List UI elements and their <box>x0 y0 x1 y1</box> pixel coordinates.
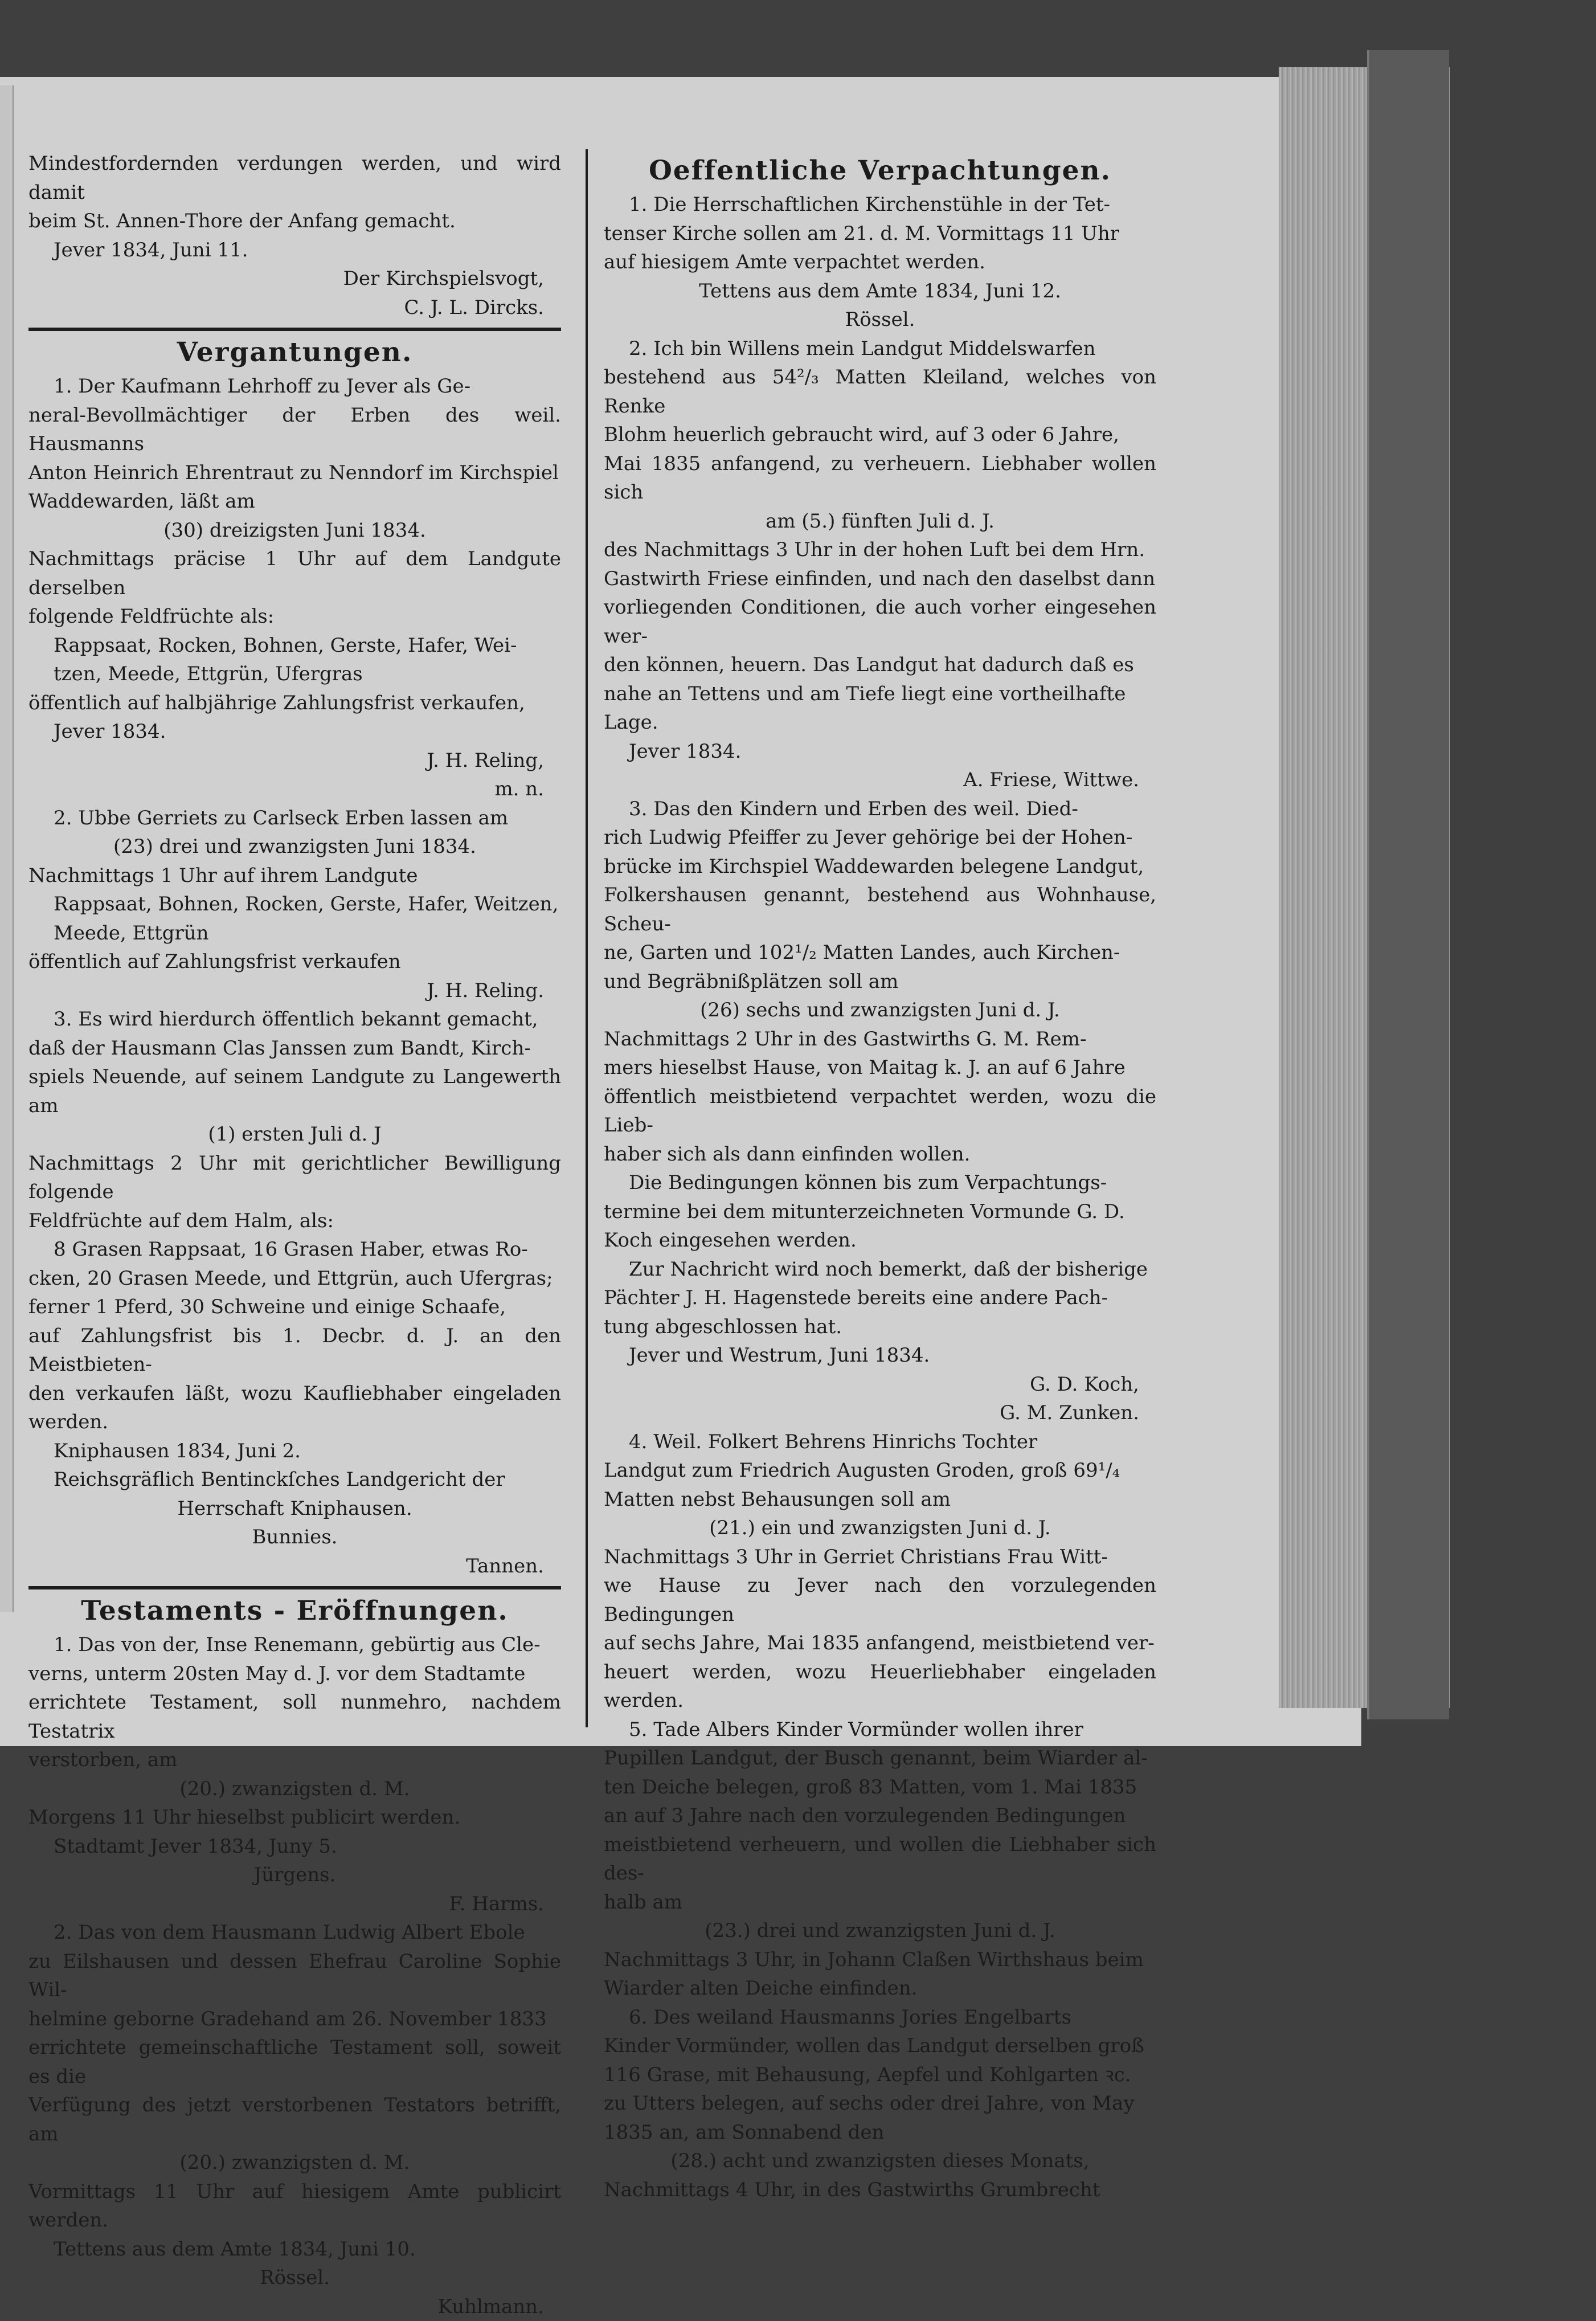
notice-line: Nachmittags 2 Uhr in des Gastwirths G. M. Rem- <box>604 1025 1156 1054</box>
notice-place: Jever 1834. <box>28 717 561 746</box>
notice-date: (23.) drei und zwanzigsten Juni d. J. <box>604 1917 1156 1946</box>
section-heading-vergantungen: Vergantungen. <box>28 334 561 371</box>
notice-line: bestehend aus 54²/₃ Matten Kleiland, welches von Renke <box>604 363 1156 420</box>
notice-line: 1835 an, am Sonnabend den <box>604 2118 1156 2147</box>
notice-line: Verfügung des jetzt verstorbenen Testators betrifft, am <box>28 2091 561 2148</box>
notice-line: den verkaufen läßt, wozu Kaufliebhaber eingeladen werden. <box>28 1379 561 1437</box>
notice-line: 6. Des weiland Hausmanns Jories Engelbarts <box>604 2003 1156 2032</box>
notice-line: Morgens 11 Uhr hieselbst publicirt werden. <box>28 1803 561 1832</box>
notice-line: Mai 1835 anfangend, zu verheuern. Liebhaber wollen sich <box>604 450 1156 507</box>
notice-line: Tettens aus dem Amte 1834, Juni 10. <box>28 2235 561 2264</box>
notice-line: des Nachmittags 3 Uhr in der hohen Luft bei dem Hrn. <box>604 536 1156 565</box>
notice-date: am (5.) fünften Juli d. J. <box>604 507 1156 536</box>
notice-signature: F. Harms. <box>28 1890 561 1919</box>
notice-date: (20.) zwanzigsten d. M. <box>28 1775 561 1804</box>
notice-line: meistbietend verheuern, und wollen die Liebhaber sich des- <box>604 1830 1156 1888</box>
notice-line: vorliegenden Conditionen, die auch vorher eingesehen wer- <box>604 593 1156 651</box>
notice-line: 2. Ich bin Willens mein Landgut Middelswarfen <box>604 334 1156 363</box>
notice-date: (20.) zwanzigsten d. M. <box>28 2148 561 2177</box>
notice-signature: Kuhlmann. <box>28 2293 561 2321</box>
notice-line: tzen, Meede, Ettgrün, Ufergras <box>28 660 561 689</box>
notice-line: Anton Heinrich Ehrentraut zu Nenndorf im Kirchspiel <box>28 459 561 488</box>
book-cover <box>1367 50 1449 1719</box>
column-separator <box>586 149 588 1727</box>
notice-signature: Tannen. <box>28 1552 561 1581</box>
notice-line: Feldfrüchte auf dem Halm, als: <box>28 1207 561 1236</box>
notice-line: 4. Weil. Folkert Behrens Hinrichs Tochter <box>604 1428 1156 1457</box>
notice-line: 2. Das von dem Hausmann Ludwig Albert Ebole <box>28 1918 561 1947</box>
notice-line: Nachmittags 4 Uhr, in des Gastwirths Grumbrecht <box>604 2176 1156 2205</box>
notice-signature: A. Friese, Wittwe. <box>604 766 1156 795</box>
notice-line: nahe an Tettens und am Tiefe liegt eine vortheilhafte <box>604 680 1156 709</box>
notice-line: auf hiesigem Amte verpachtet werden. <box>604 248 1156 277</box>
notice-place: Jever 1834. <box>604 737 1156 766</box>
notice-line: Matten nebst Behausungen soll am <box>604 1485 1156 1514</box>
notice-date: (30) dreizigsten Juni 1834. <box>28 516 561 545</box>
notice-line: Nachmittags 3 Uhr, in Johann Claßen Wirthshaus beim <box>604 1946 1156 1975</box>
notice-line: 8 Grasen Rappsaat, 16 Grasen Haber, etwas Ro- <box>28 1235 561 1264</box>
signature-title: Der Kirchspielsvogt, <box>28 264 561 293</box>
notice-line: folgende Feldfrüchte als: <box>28 602 561 631</box>
notice-line: verstorben, am <box>28 1746 561 1775</box>
notice-line: ne, Garten und 102¹/₂ Matten Landes, auch Kirchen- <box>604 938 1156 967</box>
notice-line: Nachmittags präcise 1 Uhr auf dem Landgute derselben <box>28 545 561 602</box>
notice-line: Nachmittags 2 Uhr mit gerichtlicher Bewilligung folgende <box>28 1149 561 1207</box>
notice-line: Nachmittags 1 Uhr auf ihrem Landgute <box>28 861 561 890</box>
section-heading-verpachtungen: Oeffentliche Verpachtungen. <box>604 153 1156 189</box>
left-column <box>28 149 561 2321</box>
notice-line: neral-Bevollmächtiger der Erben des weil. Hausmanns <box>28 401 561 459</box>
notice-line: tenser Kirche sollen am 21. d. M. Vormittags 11 Uhr <box>604 219 1156 248</box>
notice-line: Lage. <box>604 708 1156 737</box>
notice-line: Jever und Westrum, Juni 1834. <box>604 1341 1156 1370</box>
notice-line: an auf 3 Jahre nach den vorzulegenden Bedingungen <box>604 1801 1156 1830</box>
notice-signature: G. M. Zunken. <box>604 1399 1156 1428</box>
notice-line: ten Deiche belegen, groß 83 Matten, vom 1. Mai 1835 <box>604 1773 1156 1802</box>
notice-date: (26) sechs und zwanzigsten Juni d. J. <box>604 996 1156 1025</box>
notice-signature: Rössel. <box>28 2263 561 2293</box>
notice-line: Vormittags 11 Uhr auf hiesigem Amte publicirt werden. <box>28 2177 561 2235</box>
notice-line: auf Zahlungsfrist bis 1. Decbr. d. J. an den Meistbieten- <box>28 1322 561 1379</box>
notice-line: Pächter J. H. Hagenstede bereits eine andere Pach- <box>604 1284 1156 1313</box>
notice-line: termine bei dem mitunterzeichneten Vormunde G. D. <box>604 1198 1156 1227</box>
notice-line: 3. Es wird hierdurch öffentlich bekannt gemacht, <box>28 1005 561 1034</box>
notice-line: öffentlich auf Zahlungsfrist verkaufen <box>28 947 561 976</box>
notice-court: Herrschaft Kniphausen. <box>28 1494 561 1523</box>
notice-signature: G. D. Koch, <box>604 1370 1156 1399</box>
notice-line: zu Utters belegen, auf sechs oder drei Jahre, von May <box>604 2089 1156 2118</box>
notice-line: Zur Nachricht wird noch bemerkt, daß der bisherige <box>604 1255 1156 1284</box>
notice-line: öffentlich meistbietend verpachtet werden, wozu die Lieb- <box>604 1082 1156 1140</box>
right-column <box>604 149 1156 2204</box>
section-rule <box>28 1586 561 1589</box>
notice-line: cken, 20 Grasen Meede, und Ettgrün, auch Ufergras; <box>28 1264 561 1293</box>
notice-line: Waddewarden, läßt am <box>28 487 561 516</box>
notice-place: Kniphausen 1834, Juni 2. <box>28 1437 561 1466</box>
notice-date: (28.) acht und zwanzigsten dieses Monats, <box>604 2147 1156 2176</box>
notice-line: helmine geborne Gradehand am 26. November 1833 <box>28 2005 561 2034</box>
notice-line: Nachmittags 3 Uhr in Gerriet Christians Frau Witt- <box>604 1543 1156 1572</box>
previous-page-edge <box>0 85 14 1612</box>
notice-line: daß der Hausmann Clas Janssen zum Bandt, Kirch- <box>28 1034 561 1063</box>
notice-line: errichtete gemeinschaftliche Testament soll, soweit es die <box>28 2033 561 2091</box>
notice-line: Pupillen Landgut, der Busch genannt, beim Wiarder al- <box>604 1744 1156 1773</box>
notice-line: 1. Die Herrschaftlichen Kirchenstühle in der Tet- <box>604 190 1156 219</box>
notice-line: den können, heuern. Das Landgut hat dadurch daß es <box>604 651 1156 680</box>
notice-line: rich Ludwig Pfeiffer zu Jever gehörige bei der Hohen- <box>604 823 1156 852</box>
notice-line: mers hieselbst Hause, von Maitag k. J. an auf 6 Jahre <box>604 1053 1156 1082</box>
notice-line: zu Eilshausen und dessen Ehefrau Caroline Sophie Wil- <box>28 1947 561 2005</box>
notice-line: auf sechs Jahre, Mai 1835 anfangend, meistbietend ver- <box>604 1629 1156 1658</box>
notice-line: und Begräbnißplätzen soll am <box>604 967 1156 996</box>
notice-line: Wiarder alten Deiche einfinden. <box>604 1974 1156 2003</box>
section-heading-testaments: Testaments - Eröffnungen. <box>28 1593 561 1629</box>
notice-line: verns, unterm 20sten May d. J. vor dem Stadtamte <box>28 1660 561 1689</box>
notice-signature: Rössel. <box>604 305 1156 334</box>
intro-date: Jever 1834, Juni 11. <box>28 236 561 265</box>
notice-line: Kinder Vormünder, wollen das Landgut derselben groß <box>604 2032 1156 2061</box>
notice-court: Reichsgräflich Bentinckſches Landgericht der <box>28 1465 561 1494</box>
notice-line: Meede, Ettgrün <box>28 919 561 948</box>
notice-line: brücke im Kirchspiel Waddewarden belegene Landgut, <box>604 852 1156 881</box>
notice-line: heuert werden, wozu Heuerliebhaber eingeladen werden. <box>604 1658 1156 1715</box>
notice-signature: J. H. Reling. <box>28 976 561 1006</box>
notice-line: spiels Neuende, auf seinem Landgute zu Langewerth am <box>28 1063 561 1120</box>
notice-line: 1. Das von der, Inse Renemann, gebürtig aus Cle- <box>28 1631 561 1660</box>
signature-name: C. J. L. Dircks. <box>28 293 561 322</box>
notice-line: 116 Grase, mit Behausung, Aepfel und Kohlgarten ꝛc. <box>604 2061 1156 2090</box>
notice-line: tung abgeschlossen hat. <box>604 1313 1156 1342</box>
notice-date: (23) drei und zwanzigsten Juni 1834. <box>28 832 561 861</box>
notice-line: Rappsaat, Rocken, Bohnen, Gerste, Hafer, Wei- <box>28 631 561 660</box>
notice-line: halb am <box>604 1888 1156 1917</box>
section-rule <box>28 328 561 331</box>
notice-line: 5. Tade Albers Kinder Vormünder wollen ihrer <box>604 1715 1156 1744</box>
notice-date: (1) ersten Juli d. J <box>28 1120 561 1149</box>
notice-line: öffentlich auf halbjährige Zahlungsfrist verkaufen, <box>28 689 561 718</box>
notice-line: Folkershausen genannt, bestehend aus Wohnhause, Scheu- <box>604 881 1156 938</box>
notice-line: 1. Der Kaufmann Lehrhoff zu Jever als Ge- <box>28 372 561 401</box>
notice-line: 3. Das den Kindern und Erben des weil. Died- <box>604 795 1156 824</box>
notice-line: errichtete Testament, soll nunmehro, nachdem Testatrix <box>28 1688 561 1746</box>
notice-line: Koch eingesehen werden. <box>604 1226 1156 1255</box>
notice-signature: J. H. Reling, <box>28 746 561 775</box>
notice-line: Blohm heuerlich gebraucht wird, auf 3 oder 6 Jahre, <box>604 420 1156 450</box>
notice-place: Tettens aus dem Amte 1834, Juni 12. <box>604 277 1156 306</box>
notice-line: 2. Ubbe Gerriets zu Carlseck Erben lassen am <box>28 804 561 833</box>
notice-line: Landgut zum Friedrich Augusten Groden, groß 69¹/₄ <box>604 1456 1156 1485</box>
notice-signature: Jürgens. <box>28 1861 561 1890</box>
notice-line: Stadtamt Jever 1834, Juny 5. <box>28 1832 561 1861</box>
notice-date: (21.) ein und zwanzigsten Juni d. J. <box>604 1514 1156 1543</box>
intro-line: beim St. Annen-Thore der Anfang gemacht. <box>28 207 561 236</box>
intro-line: Mindestfordernden verdungen werden, und wird damit <box>28 149 561 207</box>
notice-line: Gastwirth Friese einfinden, und nach den daselbst dann <box>604 565 1156 594</box>
notice-signature: m. n. <box>28 775 561 804</box>
notice-signature: Bunnies. <box>28 1523 561 1552</box>
notice-line: Die Bedingungen können bis zum Verpachtungs- <box>604 1168 1156 1198</box>
notice-line: haber sich als dann einfinden wollen. <box>604 1140 1156 1169</box>
notice-line: we Hause zu Jever nach den vorzulegenden Bedingungen <box>604 1571 1156 1629</box>
notice-line: Rappsaat, Bohnen, Rocken, Gerste, Hafer, Weitzen, <box>28 890 561 919</box>
notice-line: ferner 1 Pferd, 30 Schweine und einige Schaafe, <box>28 1293 561 1322</box>
